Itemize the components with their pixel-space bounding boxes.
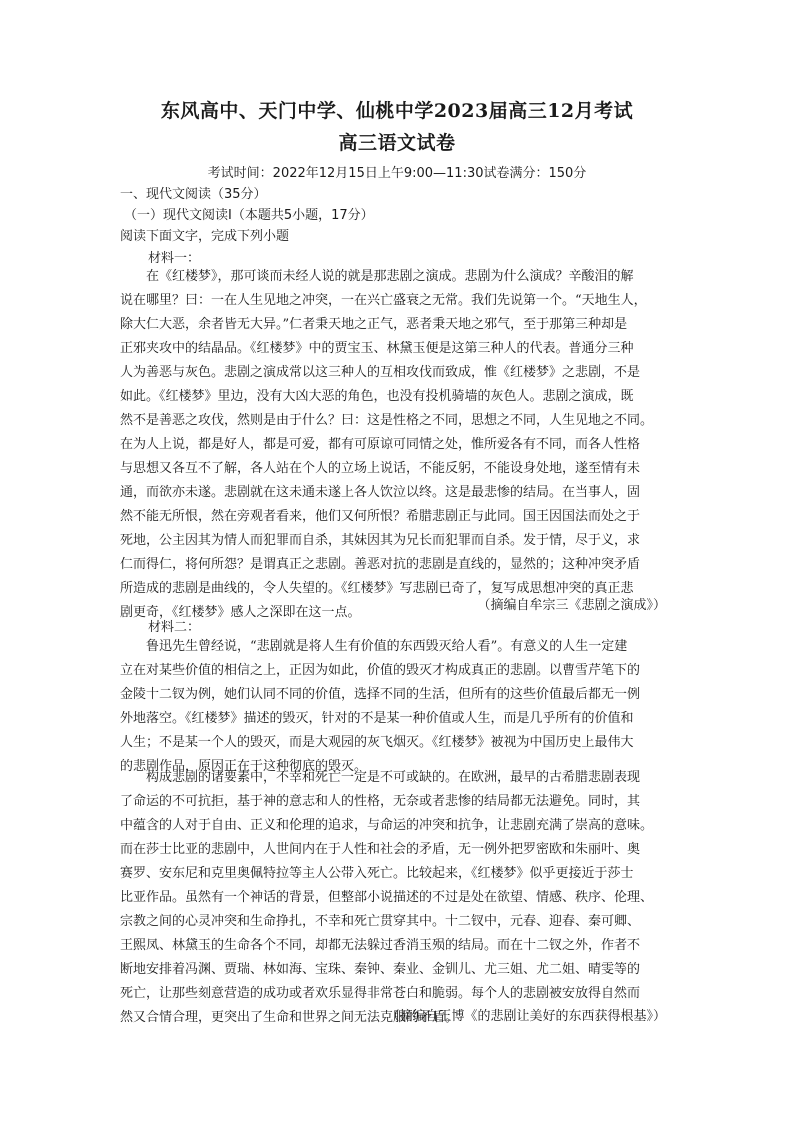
text-line: 如此。《红楼梦》里边，没有大凶大恶的角色，也没有投机骑墙的灰色人。悲剧之演成，既 [120,389,634,404]
text-line: 所造成的悲剧是曲线的，令人失望的。《红楼梦》写悲剧已奇了，复写成思想冲突的真正悲 [120,581,634,596]
text-line: 鲁迅先生曾经说，“悲剧就是将人生有价值的东西毁灭给人看”。有意义的人生一定建 [120,639,628,654]
text-line: 与思想又各互不了解，各人站在个人的立场上说话，不能反躬，不能设身处地，遂至情有未 [120,461,641,476]
exam-title: 东风高中、天门中学、仙桃中学2023届高三12月考试 [160,100,634,122]
section-heading: 一、现代文阅读（35分） [120,187,267,202]
text-line: 中蕴含的人对于自由、正义和伦理的追求，与命运的冲突和抗争，让悲剧充满了崇高的意味。 [120,818,654,833]
material-two-paragraph-two [120,766,680,1030]
text-line: 构成悲剧的诸要素中，不幸和死亡一定是不可或缺的。在欧洲，最早的古希腊悲剧表现 [120,770,641,785]
text-line: 断地安排着冯渊、贾瑞、林如海、宝珠、秦钟、秦业、金钏儿、尤三姐、尤二姐、晴雯等的 [120,962,641,977]
text-line: 了命运的不可抗拒，基于神的意志和人的性格，无奈或者悲惨的结局都无法避免。同时，其 [120,794,641,809]
text-line: 正邪夹攻中的结晶品。《红楼梦》中的贾宝玉、林黛玉便是这第三种人的代表。普通分三种 [120,341,634,356]
exam-subtitle: 高三语文试卷 [338,132,456,154]
text-line: 的悲剧作品，原因正在于这种彻底的毁灭。 [120,759,368,774]
text-line: 人生；不是某一个人的毁灭，而是大观园的灰飞烟灭。《红楼梦》被视为中国历史上最伟大 [120,735,634,750]
text-line: 然不能无所恨，然在旁观者看来，他们又何所恨？希腊悲剧正与此同。国王因国法而处之于 [120,509,641,524]
text-line: 人为善恶与灰色。悲剧之演成常以这三种人的互相攻伐而致成，惟《红楼梦》之悲剧，不是 [120,365,641,380]
text-line: 金陵十二钗为例，她们认同不同的价值，选择不同的生活，但所有的这些价值最后都无一例 [120,687,641,702]
text-line: 除大仁大恶，余者皆无大异。”仁者秉天地之正气，恶者秉天地之邪气，至于那第三种却是 [120,317,628,332]
text-line: 然不是善恶之攻伐，然则是由于什么？曰：这是性格之不同，思想之不同，人生见地之不同。 [120,413,654,428]
text-line: 王熙凤、林黛玉的生命各个不同，却都无法躲过香消玉殒的结局。而在十二钗之外，作者不 [120,938,641,953]
subsection-heading: （一）现代文阅读Ⅰ（本题共5小题，17分） [124,208,374,223]
text-line: 外地落空。《红楼梦》描述的毁灭，针对的不是某一种价值或人生，而是几乎所有的价值和 [120,711,634,726]
exam-info: 考试时间：2022年12月15日上午9:00—11:30试卷满分：150分 [207,166,587,181]
text-line: 通，而欲亦未遂。悲剧就在这未通未遂上各人饮泣以终。这是最悲惨的结局。在当事人，固 [120,485,641,500]
text-line: 死地，公主因其为情人而犯罪而自杀，其妹因其为兄长而犯罪而自杀。发于情，尽于义，求 [120,533,641,548]
text-line: 在为人上说，都是好人，都是可爱，都有可原谅可同情之处，惟所爱各有不同，而各人性格 [120,437,641,452]
text-line: 仁而得仁，将何所怨？是谓真正之悲剧。善恶对抗的悲剧是直线的，显然的；这种冲突矛盾 [120,557,641,572]
text-line: 在《红楼梦》，那可谈而未经人说的就是那悲剧之演成。悲剧为什么演成？辛酸泪的解 [120,269,634,284]
material-two-source: （摘编自王博《的悲剧让美好的东西获得根基》） [386,1009,666,1024]
text-line: 比亚作品。虽然有一个神话的背景，但整部小说描述的不过是处在欲望、情感、秩序、伦理、 [120,890,654,905]
instruction-text: 阅读下面文字，完成下列小题 [120,229,290,244]
material-two-paragraph-one [120,635,680,779]
material-one-text [120,265,680,625]
text-line: 剧更奇，《红楼梦》感人之深即在这一点。 [120,605,361,620]
material-one-source: （摘编自牟宗三《悲剧之演成》） [477,598,666,613]
text-line: 赛罗、安东尼和克里奥佩特拉等主人公带入死亡。比较起来，《红楼梦》似乎更接近于莎士 [120,866,634,881]
material-one-label: 材料一： [148,251,201,266]
text-line: 宗教之间的心灵冲突和生命挣扎，不幸和死亡贯穿其中。十二钗中，元春、迎春、秦可卿、 [120,914,641,929]
text-line: 说在哪里？曰：一在人生见地之冲突，一在兴亡盛衰之无常。我们先说第一个。“天地生人， [120,293,647,308]
material-two-label: 材料二： [148,620,201,635]
text-line: 而在莎士比亚的悲剧中，人世间内在于人性和社会的矛盾，无一例外把罗密欧和朱丽叶、奥 [120,842,641,857]
text-line: 立在对某些价值的相信之上，正因为如此，价值的毁灭才构成真正的悲剧。以曹雪芹笔下的 [120,663,641,678]
text-line: 死亡，让那些刻意营造的成功或者欢乐显得非常苍白和脆弱。每个人的悲剧被安放得自然而 [120,986,641,1001]
text-line: 然又合情合理，更突出了生命和世界之间无法克服的矛盾。 [120,1010,459,1025]
